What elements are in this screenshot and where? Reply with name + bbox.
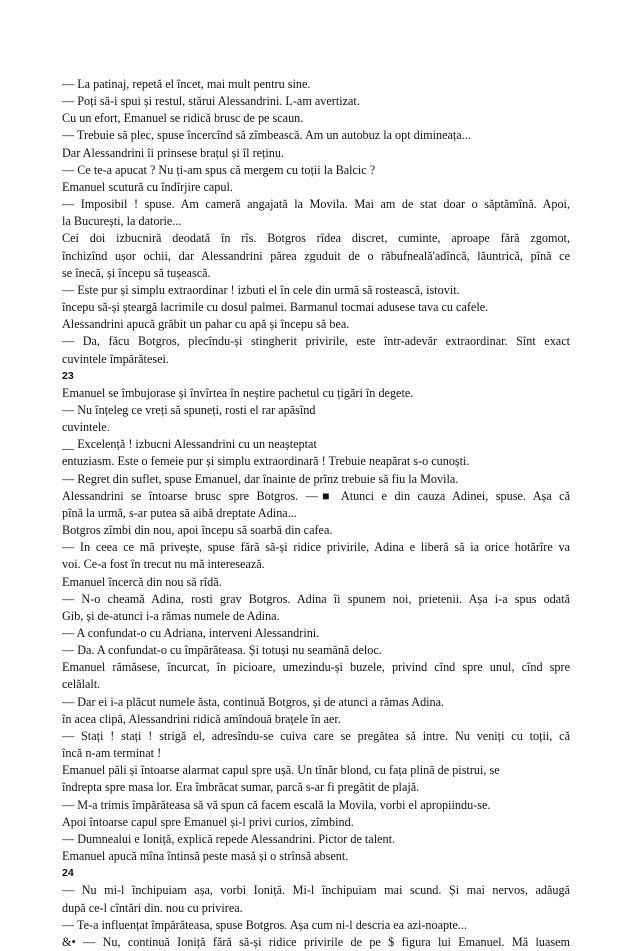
text-line: la București, la datorie... [62, 214, 182, 229]
text-line: — Dar ei i-a plăcut numele ăsta, continuă Botgros, și de atunci a rămas Adina. [62, 694, 445, 709]
text-line: — N-o cheamă Adina, rosti grav Botgros. Adina îi spunem noi, prietenii. Așa i-a spus odată [62, 591, 570, 606]
text-line: voi. Ce-a fost în trecut nu mă interesează. [62, 557, 265, 572]
text-line: Alessandrini apucă grăbit un pahar cu apă și începu să bea. [62, 317, 350, 332]
text-line: — Imposibil ! spuse. Am cameră angajată la Movila. Mai am de stat doar o săptămînă. Apoi, [62, 197, 570, 212]
text-line: — Da, făcu Botgros, plecîndu-și stingherit privirile, este într-adevăr extraordinar. Sînt exact [62, 334, 570, 349]
text-line: Botgros zîmbi din nou, apoi începu să soarbă din cafea. [62, 523, 333, 538]
text-line: Alessandrini se întoarse brusc spre Botgros. —■ Atunci e din cauza Adinei, spuse. Așa că [62, 488, 570, 503]
text-line: încă n-am terminat ! [62, 746, 162, 761]
text-line: Dar Alessandrini îi prinsese brațul și îl reținu. [62, 145, 285, 160]
text-line: Emanuel păli și întoarse alarmat capul spre ușă. Un tînăr blond, cu fața plină de pistrui, se [62, 763, 500, 778]
text-line: Emanuel apucă mîna întinsă peste masă și o strînsă absent. [62, 849, 349, 864]
text-line: Gib, și de-atunci i-a rămas numele de Adina. [62, 608, 280, 623]
text-line: — Regret din suflet, spuse Emanuel, dar înainte de prînz trebuie să fiu la Movila. [62, 471, 459, 486]
text-line: Emanuel încercă din nou să rîdă. [62, 574, 222, 589]
text-line: începu să-și șteargă lacrimile cu dosul palmei. Barmanul tocmai adusese tava cu cafele. [62, 300, 489, 315]
text-line: cuvintele împărătesei. [62, 351, 169, 366]
text-line: îndrepta spre masa lor. Era îmbrăcat sumar, parcă s-ar fi pregătit de plajă. [62, 780, 420, 795]
page-number: 24 [62, 867, 74, 880]
text-line: Emanuel scutură cu îndîrjire capul. [62, 179, 233, 194]
text-line: — M-a trimis împărăteasa să vă spun că facem escală la Movila, vorbi el apropiindu-se. [62, 797, 491, 812]
text-line: în acea clipă, Alessandrini ridică amîndouă brațele în aer. [62, 711, 341, 726]
text-line: — Nu înțeleg ce vreți să spuneți, rosti el rar apăsînd [62, 402, 316, 417]
document-page [62, 76, 570, 951]
text-line: Cei doi izbucniră deodată în rîs. Botgros rîdea discret, cuminte, aproape fără zgomot, [62, 231, 570, 246]
page-number: 23 [62, 369, 74, 382]
text-line: închizînd ușor ochii, dar Alessandrini părea zguduit de o răbufneală'adîncă, lăuntrică, pînă ce [62, 248, 570, 263]
text-line: __ Excelență ! izbucni Alessandrini cu un neașteptat [62, 437, 317, 452]
text-line: Emanuel rămăsese, încurcat, în picioare, umezindu-și buzele, privind cînd spre unul, cînd spre [62, 660, 570, 675]
text-line: se înecă, și începu să tușească. [62, 265, 211, 280]
text-line: Apoi întoarse capul spre Emanuel și-l privi curios, zîmbind. [62, 814, 354, 829]
text-line: — La patinaj, repetă el încet, mai mult pentru sine. [62, 77, 311, 91]
text-line: — In ceea ce mă privește, spuse fără să-și ridice privirile, Adina e liberă să ia orice hotărîre va [62, 540, 570, 555]
text-line: Cu un efort, Emanuel se ridică brusc de pe scaun. [62, 111, 304, 126]
text-line: — Trebuie să plec, spuse încercînd să zîmbească. Am un autobuz la opt dimineața... [62, 128, 471, 143]
text-line: entuziasm. Este o femeie pur și simplu extraordinară ! Trebuie neapărat s-o cunoști. [62, 454, 470, 469]
text-line: — Stați ! stați ! strigă el, adresîndu-se cuiva care se pregătea să intre. Nu veniți cu toții, că [62, 728, 570, 743]
text-line: celălalt. [62, 677, 101, 692]
text-line: după ce-l cîntări din. nou cu privirea. [62, 900, 243, 915]
text-line: — A confundat-o cu Adriana, interveni Alessandrini. [62, 626, 320, 640]
text-line: — Da. A confundat-o cu împărăteasa. Și totuși nu seamănă deloc. [62, 643, 382, 658]
text-line: — Dumnealui e Ioniță, explică repede Alessandrini. Pictor de talent. [62, 831, 396, 846]
text-line: — Ce te-a apucat ? Nu ți-am spus că mergem cu toții la Balcic ? [62, 162, 376, 177]
text-line: Emanuel se îmbujorase și învîrtea în neștire pachetul cu țigări în degete. [62, 385, 414, 400]
text-line: — Te-a influențat împărăteasa, spuse Botgros. Așa cum ni-l descria ea azi-noapte... [62, 917, 468, 932]
text-line: pînă la urmă, s-ar putea să aibă dreptate Adina... [62, 505, 297, 520]
text-line: &• — Nu, continuă Ioniță fără să-și ridice privirile de pe $ figura lui Emanuel. Mă luasem [62, 934, 570, 949]
text-line: — Nu mi-l închipuiam așa, vorbi Ioniță. Mi-l închipuiam mai scund. Și mai nervos, adăugă [62, 883, 570, 898]
text-line: cuvintele. [62, 420, 110, 435]
text-line: — Este pur și simplu extraordinar ! izbuti el în cele din urmă să rostească, istovit. [62, 282, 460, 297]
text-line: — Poți să-i spui și restul, stărui Alessandrini. L-am avertizat. [62, 94, 360, 109]
